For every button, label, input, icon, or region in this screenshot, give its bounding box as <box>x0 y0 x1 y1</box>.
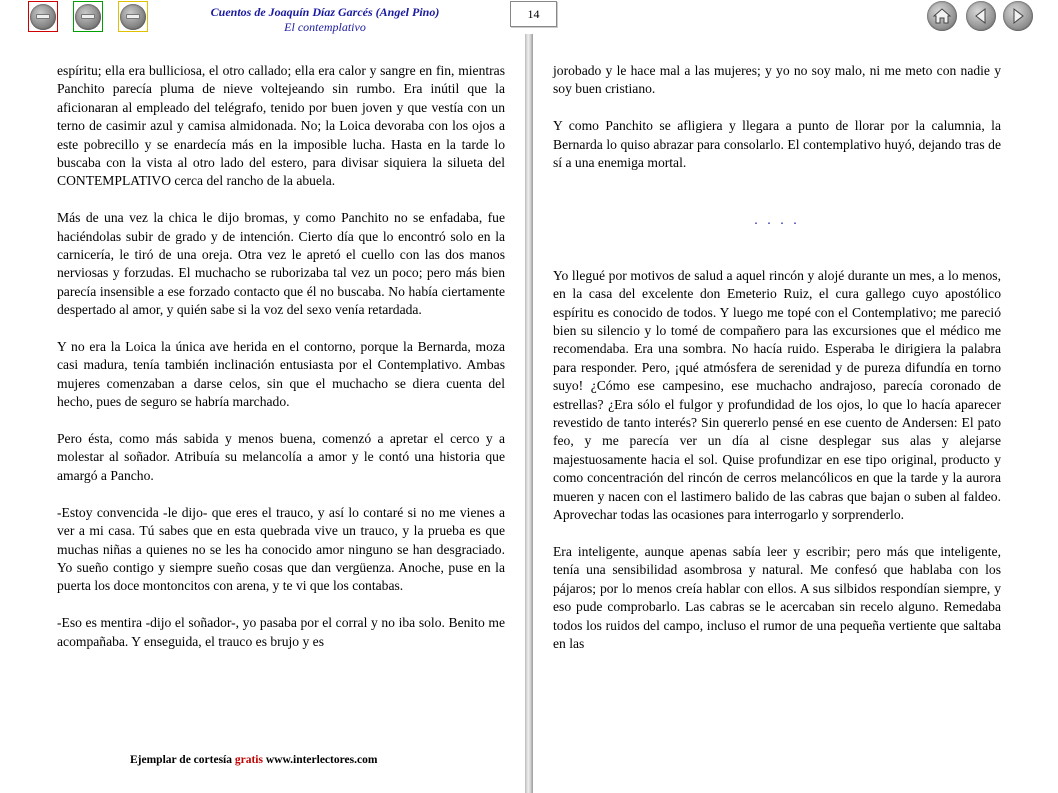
paragraph: Y como Panchito se afligiera y llegara a punto de llorar por la calumnia, la Bernarda lo quiso abrazar para consolarlo. El contemplativo huyó, dejando tras de sí a una enemiga mortal. <box>553 118 1001 171</box>
paragraph: jorobado y le hace mal a las mujeres; y yo no soy malo, ni me meto con nadie y soy buen cristiano. <box>553 63 1001 97</box>
right-page-text <box>553 62 1001 672</box>
paragraph: Era inteligente, aunque apenas sabía leer y escribir; pero más que inteligente, tenía una sensibilidad asombrosa y natural. Me confesó que hablaba con los pájaros; por lo menos creía hablar con ellos. A sus silbidos respondían siempre, y eso pude comprobarlo. Las cabras se le acercaban sin recelo alguno. Remedaba todos los ruidos del campo, incluso el rumor de una pequeña vertiente que saltaba en las <box>553 543 1001 651</box>
home-button[interactable] <box>927 1 957 31</box>
next-page-button[interactable] <box>1003 1 1033 31</box>
footer-gratis: gratis <box>234 754 263 766</box>
close-button[interactable] <box>28 1 58 32</box>
left-page-text <box>57 62 505 669</box>
paragraph: Y no era la Loica la única ave herida en el contorno, porque la Bernarda, moza casi madura, tenía también inclinación entusiasta por el Contemplativo. Ambas mujeres comenzaban a darse celos, sin que el muchacho se diera cuenta del hecho, pues de seguro se habría marchado. <box>57 339 505 410</box>
paragraph: espíritu; ella era bulliciosa, el otro callado; ella era calor y sangre en fin, mientras Panchito parecía pluma de nieve voltejeando sin rumbo. Era inútil que la aficionaran al empleado del telégrafo, tenido por buen joven y que vestía con un terno de casimir azul y camisa almidonada. No; la Loica devoraba con los ojos a este pobrecillo y se enardecía más en la imposible lucha. Hasta en la tarde lo buscaba con la vista al otro lado del estero, para divisar siquiera la silueta del CONTEMPLATIVO cerca del rancho de la abuela. <box>57 63 505 189</box>
paragraph: -Eso es mentira -dijo el soñador-, yo pasaba por el corral y no iba solo. Benito me acompañaba. Y enseguida, el trauco es brujo y es <box>57 615 505 649</box>
arrow-left-icon <box>972 7 990 25</box>
footer-site-link[interactable]: www.interlectores.com <box>265 754 378 766</box>
previous-page-button[interactable] <box>966 1 996 31</box>
maximize-icon <box>120 4 146 30</box>
paragraph: Pero ésta, como más sabida y menos buena, comenzó a apretar el cerco y a molestar al soñador. Atribuía su melancolía a amor y le contó una historia que amargó a Pancho. <box>57 431 505 483</box>
arrow-right-icon <box>1009 7 1027 25</box>
footer <box>130 754 430 766</box>
minimize-button[interactable] <box>73 1 103 32</box>
story-title: El contemplativo <box>284 20 366 34</box>
minimize-icon <box>75 4 101 30</box>
book-title: Cuentos de Joaquín Díaz Garcés (Angel Pino) <box>210 5 440 19</box>
paragraph: Más de una vez la chica le dijo bromas, y como Panchito no se enfadaba, fue haciéndolas subir de grado y de intención. Cierto día que lo encontró solo en la carnicería, le tiró de una oreja. Otra vez le apretó el cuello con las dos manos nerviosas y forzudas. El muchacho se ruborizaba tal vez un poco; pero más bien parecía insensible a ese forzado contacto que él no buscaba. No había ciertamente despertado al amor, y quién sabe si la voz del sexo venía retardada. <box>57 210 505 318</box>
close-icon <box>30 4 56 30</box>
paragraph: Yo llegué por motivos de salud a aquel rincón y alojé durante un mes, a lo menos, en la casa del excelente don Emeterio Ruiz, el cura gallego cuyo apostólico espíritu es conocido de todos. Y luego me topé con el Contemplativo; me pareció bien su silencio y lo tomé de compañero para las excursiones que el médico me recomendaba. Era una sombra. No hacía ruido. Esperaba le dirigiera la palabra para responder. Pero, ¡qué atmósfera de serenidad y de pureza difundía en torno suyo! ¿Cómo ese campesino, ese muchacho andrajoso, parecía coronado de estrellas? ¿Era sólo el fulgor y profundidad de los ojos, lo que lo hacía aparecer revestido de tanto interés? Sin quererlo pensé en ese cuento de Andersen: El pato feo, y me parecía ver un día al cisne desplegar sus alas y alejarse majestuosamente hacia el sol. Quise profundizar en ese tipo original, producto y como concentración del rincón de cerros melancólicos en que la tarde y la aurora mueren y nacen con el lastimero balido de las cabras que bajan o suben al faldeo. Aprovechar todas las ocasiones para interrogarlo y sorprenderlo. <box>553 267 1001 523</box>
page-spine-divider <box>525 34 533 793</box>
page-header <box>160 5 490 35</box>
home-icon <box>932 6 952 26</box>
section-separator: . . . . <box>754 213 800 229</box>
footer-prefix: Ejemplar de cortesía <box>130 754 232 766</box>
page-number: 14 <box>510 1 557 27</box>
paragraph: -Estoy convencida -le dijo- que eres el trauco, y así lo contaré si no me vienes a ver a mi casa. Tú sabes que en esta quebrada vive un trauco, y la prueba es que muchas niñas a quienes no se les ha conocido amor ninguno se han desgraciado. Yo sueño contigo y siempre sueño cosas que dan vergüenza. Anoche, puse en la puerta los doce montoncitos con arena, y te vi que los contabas. <box>57 504 505 594</box>
maximize-button[interactable] <box>118 1 148 32</box>
